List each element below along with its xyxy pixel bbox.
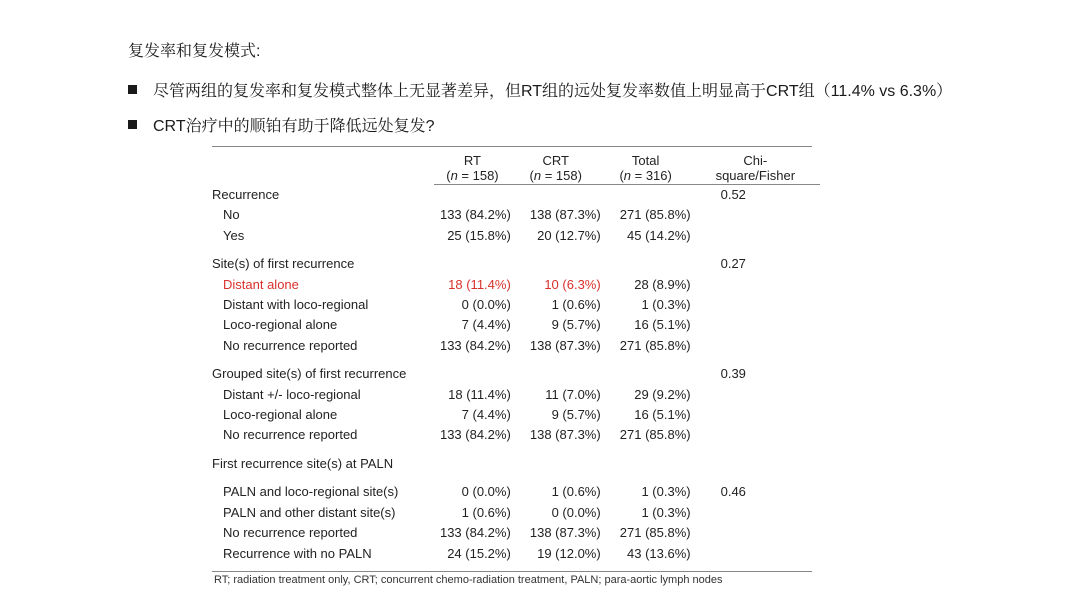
total-value: 29 (9.2%)	[634, 386, 691, 402]
crt-value: 1 (0.6%)	[551, 297, 601, 313]
crt-value: 138 (87.3%)	[529, 427, 601, 443]
rt-value: 0 (0.0%)	[461, 484, 511, 500]
rt-value: 18 (11.4%)	[448, 386, 511, 402]
rt-value: 18 (11.4%)	[448, 276, 511, 292]
header-rt: RT	[463, 153, 481, 168]
rt-value: 7 (4.4%)	[461, 317, 511, 333]
header-total-n: (n = 316)	[619, 168, 672, 183]
rt-value: 133 (84.2%)	[439, 427, 511, 443]
table-row	[212, 482, 820, 502]
table-row	[212, 523, 820, 543]
header-rt-n: (n = 158)	[446, 168, 499, 183]
table-row	[212, 405, 820, 425]
bullet-2	[128, 113, 435, 136]
crt-value: 9 (5.7%)	[551, 407, 601, 423]
row-label: PALN and other distant site(s)	[223, 504, 396, 520]
total-value: 271 (85.8%)	[619, 525, 691, 541]
row-label: Distant +/- loco-regional	[223, 386, 361, 402]
row-label: Distant with loco-regional	[223, 297, 369, 313]
row-label: Loco-regional alone	[223, 317, 338, 333]
crt-value: 0 (0.0%)	[551, 504, 601, 520]
square-bullet-icon	[128, 120, 137, 129]
p-value: 0.27	[720, 256, 746, 272]
section-title-row	[212, 254, 820, 274]
total-value: 45 (14.2%)	[627, 227, 691, 243]
row-label: PALN and loco-regional site(s)	[223, 484, 399, 500]
row-label: Yes	[223, 227, 245, 243]
table-body	[212, 185, 820, 564]
row-label: Distant alone	[223, 276, 299, 292]
rt-value: 7 (4.4%)	[461, 407, 511, 423]
header-total: Total	[631, 153, 660, 168]
total-value: 1 (0.3%)	[641, 504, 691, 520]
header-chi-2: square/Fisher	[715, 168, 796, 183]
total-value: 16 (5.1%)	[634, 407, 691, 423]
section-title-row	[212, 185, 820, 206]
p-value: 0.52	[720, 187, 746, 202]
bullet-1	[128, 78, 952, 101]
total-value: 1 (0.3%)	[641, 297, 691, 313]
header-crt: CRT	[542, 153, 569, 168]
table-footnote: RT; radiation treatment only, CRT; concurrent chemo-radiation treatment, PALN; para-aortic lymph nodes	[214, 574, 723, 586]
slide-heading: 复发率和复发模式:	[128, 43, 261, 60]
header-row-2	[212, 169, 820, 183]
total-value: 271 (85.8%)	[619, 207, 691, 223]
section-title: Recurrence	[212, 186, 280, 202]
total-value: 16 (5.1%)	[634, 317, 691, 333]
crt-value: 138 (87.3%)	[529, 525, 601, 541]
bullet-1-text: 尽管两组的复发率和复发模式整体上无显著差异，但RT组的远处复发率数值上明显高于CRT组（11.4% vs 6.3%）	[153, 83, 953, 100]
section-title: Grouped site(s) of first recurrence	[212, 366, 407, 382]
section-title: Site(s) of first recurrence	[212, 256, 355, 272]
table-row	[212, 295, 820, 315]
row-label: No	[223, 207, 240, 223]
section-title-row	[212, 364, 820, 384]
rt-value: 133 (84.2%)	[439, 337, 511, 353]
square-bullet-icon	[128, 85, 137, 94]
rt-value: 133 (84.2%)	[439, 525, 511, 541]
table-row	[212, 205, 820, 225]
crt-value: 10 (6.3%)	[544, 276, 601, 292]
crt-value: 20 (12.7%)	[537, 227, 601, 243]
crt-value: 9 (5.7%)	[551, 317, 601, 333]
section-title-row	[212, 454, 820, 474]
table-row	[212, 425, 820, 445]
section-title: First recurrence site(s) at PALN	[212, 455, 394, 471]
crt-value: 19 (12.0%)	[537, 545, 601, 561]
table-bottom-rule	[212, 571, 812, 572]
header-row	[212, 153, 820, 169]
table-row	[212, 336, 820, 356]
crt-value: 1 (0.6%)	[551, 484, 601, 500]
table-row	[212, 503, 820, 523]
table-row	[212, 315, 820, 335]
row-label: No recurrence reported	[223, 525, 358, 541]
bullet-2-text: CRT治疗中的顺铂有助于降低远处复发?	[153, 118, 435, 135]
total-value: 271 (85.8%)	[619, 427, 691, 443]
rt-value: 25 (15.8%)	[447, 227, 511, 243]
table-top-rule	[212, 146, 812, 147]
rt-value: 133 (84.2%)	[439, 207, 511, 223]
header-chi: Chi-	[743, 153, 768, 168]
total-value: 271 (85.8%)	[619, 337, 691, 353]
rt-value: 0 (0.0%)	[461, 297, 511, 313]
p-value: 0.39	[720, 366, 746, 382]
crt-value: 138 (87.3%)	[529, 337, 601, 353]
p-value: 0.46	[720, 484, 746, 500]
row-label: No recurrence reported	[223, 427, 358, 443]
total-value: 43 (13.6%)	[627, 545, 691, 561]
table-row	[212, 275, 820, 295]
total-value: 28 (8.9%)	[634, 276, 691, 292]
table-row	[212, 385, 820, 405]
total-value: 1 (0.3%)	[641, 484, 691, 500]
table-row	[212, 226, 820, 246]
row-label: Loco-regional alone	[223, 407, 338, 423]
row-label: Recurrence with no PALN	[223, 545, 372, 561]
crt-value: 138 (87.3%)	[529, 207, 601, 223]
header-crt-n: (n = 158)	[529, 168, 582, 183]
rt-value: 1 (0.6%)	[461, 504, 511, 520]
row-label: No recurrence reported	[223, 337, 358, 353]
data-table	[212, 153, 820, 564]
rt-value: 24 (15.2%)	[447, 545, 511, 561]
crt-value: 11 (7.0%)	[545, 386, 601, 402]
table-row	[212, 544, 820, 564]
